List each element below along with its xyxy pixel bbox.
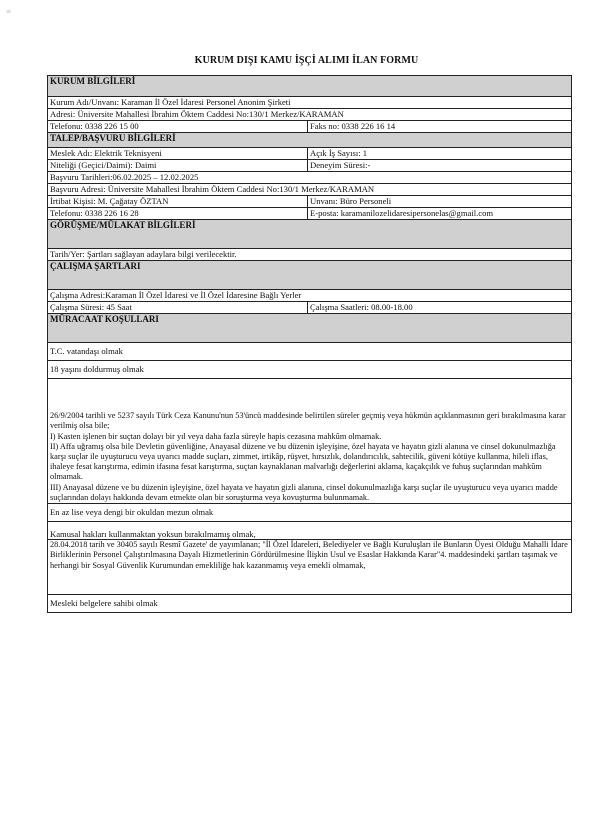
- row-work-address: Çalışma Adresi:Karaman İl Özel İdaresi ve İl Özel İdaresine Bağlı Yerler: [48, 290, 572, 302]
- condition-public-rights: Kamusal hakları kullanmaktan yoksun bırakılmamış olmak,: [48, 522, 572, 540]
- corner-mark: ≡: [6, 8, 12, 15]
- criminal-intro: 26/9/2004 tarihli ve 5237 sayılı Türk Ceza Kanunu'nun 53'üncü maddesinde belirtilen süreler geçmiş veya hükmün açıklanmasının geri bırakılmasına karar verilmiş olsa bile;: [50, 411, 566, 431]
- criminal-clause-2: II) Affa uğramış olsa bile Devletin güvenliğine, Anayasal düzene ve bu düzenin işleyişine, özel hayata ve hayatın gizli alanına ve cinsel dokunulmazlığa karşı suçlar ile uyuşturucu veya uyarıcı madde suçları, zimmet, irtikâp, rüşvet, hırsızlık, dolandırıcılık, sahtecilik, güveni kötüye kullanma, hileli iflas, ihaleye fesat karıştırma, edimin ifasına fesat karıştırma, suçtan kaynaklanan malvarlığı değerlerini aklama, kaçakçılık ve fuhuş suçlarından mahkûm olmamak.: [50, 441, 556, 482]
- row-kurum-address: Adresi: Üniversite Mahallesi İbrahim Öktem Caddesi No:130/1 Merkez/KARAMAN: [48, 109, 572, 121]
- job-name: Meslek Adı: Elektrik Teknisyeni: [48, 148, 308, 160]
- job-nature: Niteliği (Geçici/Daimi): Daimi: [48, 160, 308, 172]
- openings: Açık İş Sayısı: 1: [308, 148, 572, 160]
- criminal-clause-1: I) Kasten işlenen bir suçtan dolayı bir yıl veya daha fazla süreyle hapis cezasına mahkûm olmamak.: [50, 431, 382, 441]
- section-gorusme: GÖRÜŞME/MÜLAKAT BİLGİLERİ: [48, 220, 572, 249]
- row-job: [48, 148, 572, 160]
- criminal-clause-3: III) Anayasal düzene ve bu düzenin işleyişine, özel hayata ve hayatın gizli alanına, cinsel dokunulmazlığa karşı suçlar ile uyuşturucu veya uyarıcı madde suçlarından dolayı hakkında devam etmekte olan bir soruşturma veya kovuşturma bulunmamak.: [50, 482, 558, 502]
- condition-regulation: 28.04.2018 tarih ve 30405 sayılı Resmî Gazete' de yayımlanan; "İl Özel İdareleri, Belediyeler ve Bağlı Kuruluşları ile Bunların Üyesi Olduğu Mahalli İdare Birliklerinin Personel Çalıştırılmasına Dayalı Hizmetlerinin Gördürülmesine İlişkin Usul ve Esaslar Hakkında Karar"4. maddesindeki şartları taşımak ve herhangi bir Sosyal Güvenlik Kurumundan emekliliğe hak kazanmamış veya emekli olmamak,: [48, 540, 572, 595]
- condition-certificate: Mesleki belgelere sahibi olmak: [48, 595, 572, 613]
- row-work-time: [48, 302, 572, 314]
- row-kurum-name: Kurum Adı/Unvanı: Karaman İl Özel İdaresi Personel Anonim Şirketi: [48, 97, 572, 109]
- kurum-fax: Faks no: 0338 226 16 14: [308, 121, 572, 133]
- work-hours: Çalışma Saatleri: 08.00-18.00: [308, 302, 572, 314]
- contact-person: İrtibat Kişisi: M. Çağatay ÖZTAN: [48, 196, 308, 208]
- section-kurum: KURUM BİLGİLERİ: [48, 76, 572, 97]
- contact-title: Unvanı: Büro Personeli: [308, 196, 572, 208]
- row-contact: [48, 196, 572, 208]
- row-kurum-contact: [48, 121, 572, 133]
- contact-email: E-posta: karamanilozelidaresipersonelas@gmail.com: [308, 208, 572, 220]
- kurum-phone: Telefonu: 0338 226 15 00: [48, 121, 308, 133]
- condition-criminal-record: [48, 379, 572, 504]
- page-title: KURUM DIŞI KAMU İŞÇİ ALIMI İLAN FORMU: [194, 55, 419, 66]
- row-nature: [48, 160, 572, 172]
- work-duration: Çalışma Süresi: 45 Saat: [48, 302, 308, 314]
- announcement-form: [47, 75, 572, 613]
- condition-age: 18 yaşını doldurmuş olmak: [48, 361, 572, 379]
- section-calisma: ÇALIŞMA ŞARTLARI: [48, 261, 572, 290]
- section-talep: TALEP/BAŞVURU BİLGİLERİ: [48, 133, 572, 148]
- section-muracaat: MÜRACAAT KOŞULLARI: [48, 314, 572, 343]
- condition-citizenship: T.C. vatandaşı olmak: [48, 343, 572, 361]
- row-apply-address: Başvuru Adresi: Üniversite Mahallesi İbrahim Öktem Caddesi No:130/1 Merkez/KARAMAN: [48, 184, 572, 196]
- row-contact-2: [48, 208, 572, 220]
- experience: Deneyim Süresi:-: [308, 160, 572, 172]
- contact-phone: Telefonu: 0338 226 16 28: [48, 208, 308, 220]
- row-dates: Başvuru Tarihleri:06.02.2025 – 12.02.2025: [48, 172, 572, 184]
- row-interview: Tarih/Yer: Şartları sağlayan adaylara bilgi verilecektir.: [48, 249, 572, 261]
- condition-education: En az lise veya dengi bir okuldan mezun olmak: [48, 504, 572, 522]
